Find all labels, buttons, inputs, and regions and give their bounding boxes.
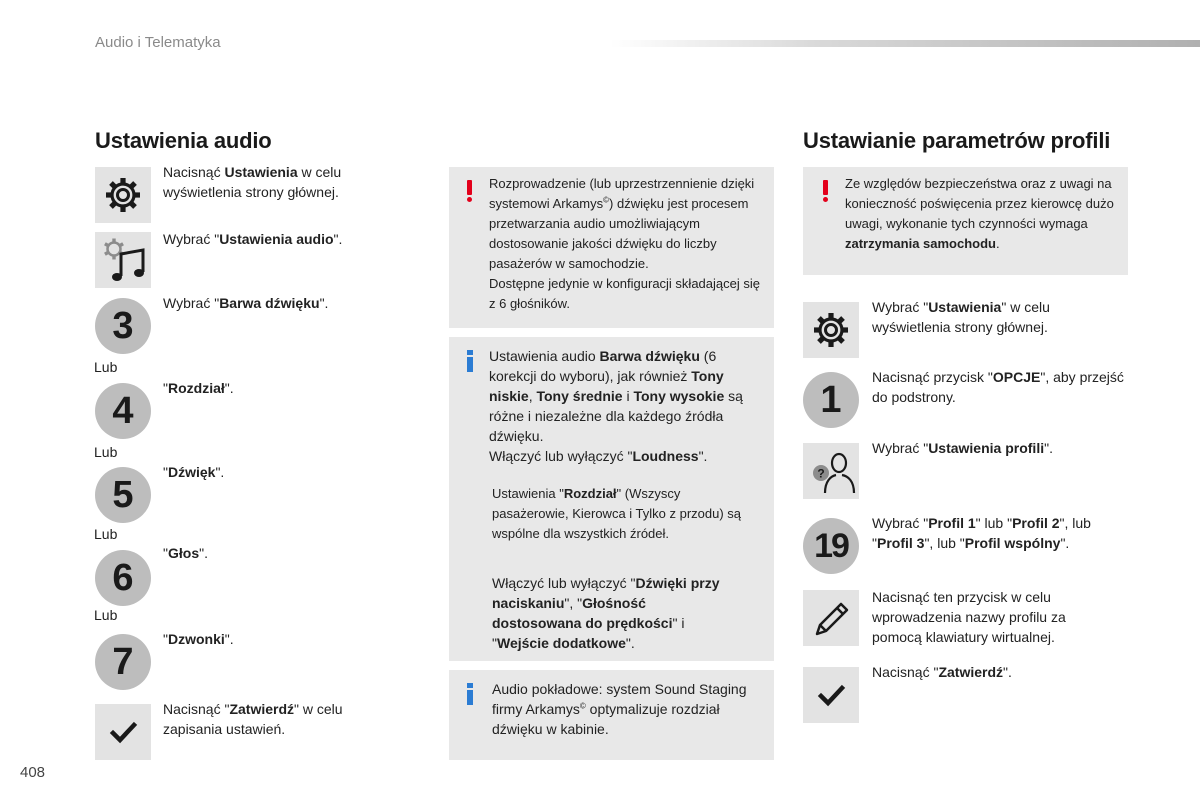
step-number-1: 1 [803, 372, 859, 428]
info-icon [466, 683, 474, 705]
left-step3-text: Wybrać "Barwa dźwięku". [163, 295, 329, 311]
step-number-19: 19 [803, 518, 859, 574]
right-step5-text: Nacisnąć ten przycisk w celu wprowadzenia nazwy profilu za pomocą klawiatury wirtualnej. [872, 589, 1066, 645]
step-number-3: 3 [95, 298, 151, 354]
pencil-icon [803, 590, 859, 646]
page-number: 408 [20, 764, 46, 781]
lub-label: Lub [94, 526, 118, 542]
header-title: Audio i Telematyka [95, 34, 221, 51]
warning-icon [822, 180, 830, 202]
left-step2-text: Wybrać "Ustawienia audio". [163, 231, 343, 247]
gear-music-icon [95, 232, 151, 288]
left-step7-text: "Dzwonki". [163, 631, 234, 647]
step-number-6: 6 [95, 550, 151, 606]
step-number-4: 4 [95, 383, 151, 439]
header-bar [610, 40, 1200, 47]
svg-text:?: ? [817, 466, 825, 481]
info-note-text-3: Włączyć lub wyłączyć "Dźwięki przy naciskaniu", "Głośność dostosowana do prędkości" i "Wejście dodatkowe". [492, 575, 720, 651]
checkmark-icon [95, 704, 151, 760]
left-step5-text: "Dźwięk". [163, 464, 225, 480]
warning-note-text: Rozprowadzenie (lub uprzestrzennienie dzięki systemowi Arkamys©) dźwięku jest procesem przetwarzania audio umożliwiającym dostosowanie jakości dźwięku do liczby pasażerów w samochodzie. Dostępne jedynie w konfiguracji składającej się z 6 głośników. [489, 176, 760, 311]
safety-warning-text: Ze względów bezpieczeństwa oraz z uwagi na konieczność poświęcenia przez kierowcę dużo uwagi, wykonanie tych czynności wymaga zatrzymania samochodu. [845, 176, 1114, 251]
settings-gear-icon [803, 302, 859, 358]
right-step1-text: Wybrać "Ustawienia" w celu wyświetlenia strony głównej. [872, 299, 1050, 335]
lub-label: Lub [94, 359, 118, 375]
right-step6-text: Nacisnąć "Zatwierdź". [872, 664, 1012, 680]
right-step3-text: Wybrać "Ustawienia profili". [872, 440, 1053, 456]
right-step4-text: Wybrać "Profil 1" lub "Profil 2", lub "Profil 3", lub "Profil wspólny". [872, 515, 1091, 551]
left-step4-text: "Rozdział". [163, 380, 234, 396]
left-step1-text: Nacisnąć Ustawienia w celu wyświetlenia strony głównej. [163, 164, 342, 200]
warning-icon [466, 180, 474, 202]
right-step2-text: Nacisnąć przycisk "OPCJE", aby przejść do podstrony. [872, 369, 1124, 405]
lub-label: Lub [94, 607, 118, 623]
info-note-text-2: Ustawienia "Rozdział" (Wszyscy pasażerowie, Kierowca i Tylko z przodu) są wspólne dla wszystkich źródeł. [492, 486, 742, 541]
checkmark-icon [803, 667, 859, 723]
info-icon [466, 350, 474, 372]
info-note-text-1: Ustawienia audio Barwa dźwięku (6 korekcji do wyboru), jak również Tony niskie, Tony średnie i Tony wysokie są różne i niezależne dla każdego źródła dźwięku. Włączyć lub wyłączyć "Loudness". [489, 348, 743, 464]
profile-question-icon [803, 443, 859, 499]
info-note-text-4: Audio pokładowe: system Sound Staging firmy Arkamys© optymalizuje rozdział dźwięku w kabinie. [492, 681, 747, 737]
step-number-5: 5 [95, 467, 151, 523]
left-step8-text: Nacisnąć "Zatwierdź" w celu zapisania ustawień. [163, 701, 343, 737]
settings-gear-icon [95, 167, 151, 223]
right-section-title: Ustawianie parametrów profili [803, 128, 1111, 153]
left-step6-text: "Głos". [163, 545, 208, 561]
left-section-title: Ustawienia audio [95, 128, 272, 153]
lub-label: Lub [94, 444, 118, 460]
step-number-7: 7 [95, 634, 151, 690]
